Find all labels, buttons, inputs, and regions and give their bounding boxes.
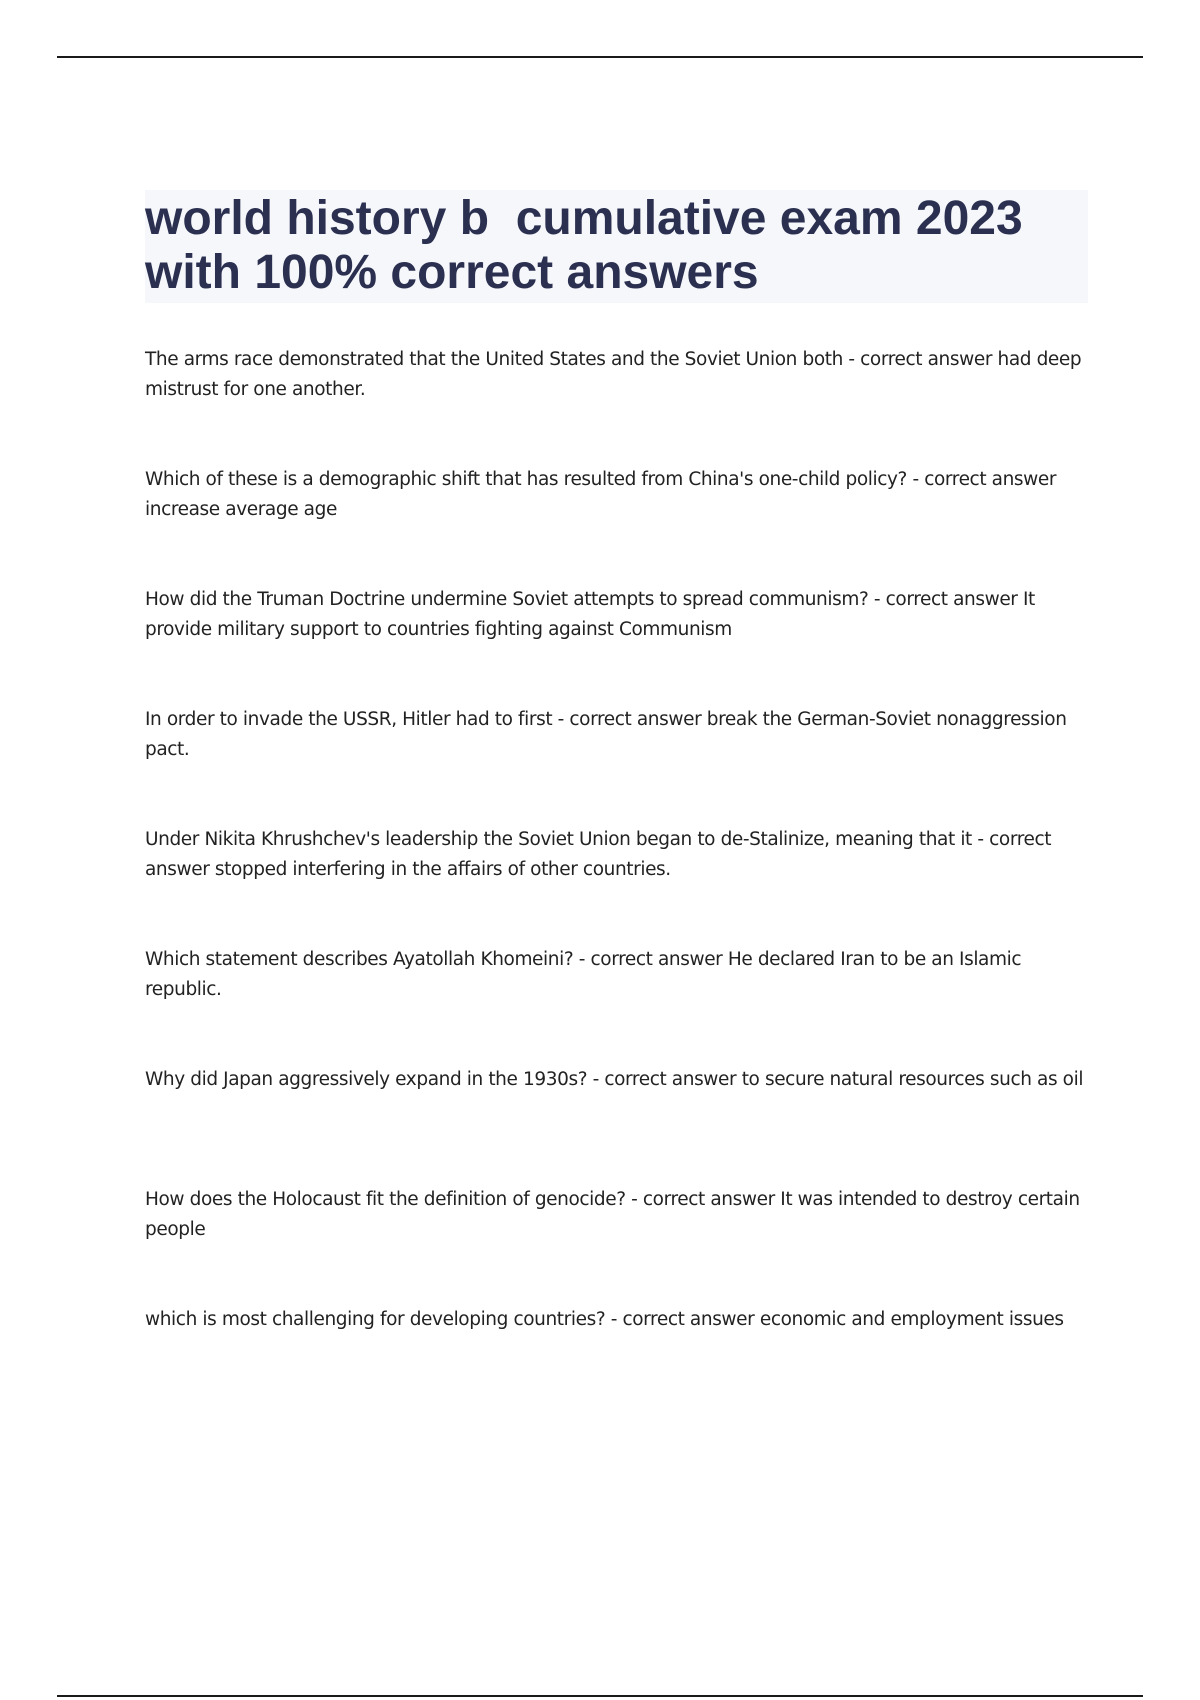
qa-item: Which statement describes Ayatollah Khomeini? - correct answer He declared Iran to be an Islamic republic.: [145, 949, 1022, 1000]
qa-item: which is most challenging for developing countries? - correct answer economic and employment issues: [145, 1309, 1064, 1330]
qa-item: Why did Japan aggressively expand in the 1930s? - correct answer to secure natural resources such as oil: [145, 1069, 1084, 1090]
qa-item: In order to invade the USSR, Hitler had to first - correct answer break the German-Soviet nonaggression pact.: [145, 709, 1067, 760]
header-rule: [57, 56, 1143, 58]
qa-item: How did the Truman Doctrine undermine Soviet attempts to spread communism? - correct answer It provide military support to countries fighting against Communism: [145, 589, 1035, 640]
qa-item: Under Nikita Khrushchev's leadership the Soviet Union began to de-Stalinize, meaning that it - correct answer stopped interfering in the affairs of other countries.: [145, 829, 1052, 880]
footer-rule: [57, 1695, 1143, 1697]
qa-item: The arms race demonstrated that the United States and the Soviet Union both - correct answer had deep mistrust for one another.: [145, 349, 1082, 400]
qa-item: How does the Holocaust fit the definition of genocide? - correct answer It was intended to destroy certain people: [145, 1189, 1080, 1240]
document-title: world history b cumulative exam 2023 with 100% correct answers: [145, 192, 1037, 299]
question-answer-list: [145, 345, 1090, 1425]
qa-item: Which of these is a demographic shift that has resulted from China's one-child policy? - correct answer increase average age: [145, 469, 1057, 520]
